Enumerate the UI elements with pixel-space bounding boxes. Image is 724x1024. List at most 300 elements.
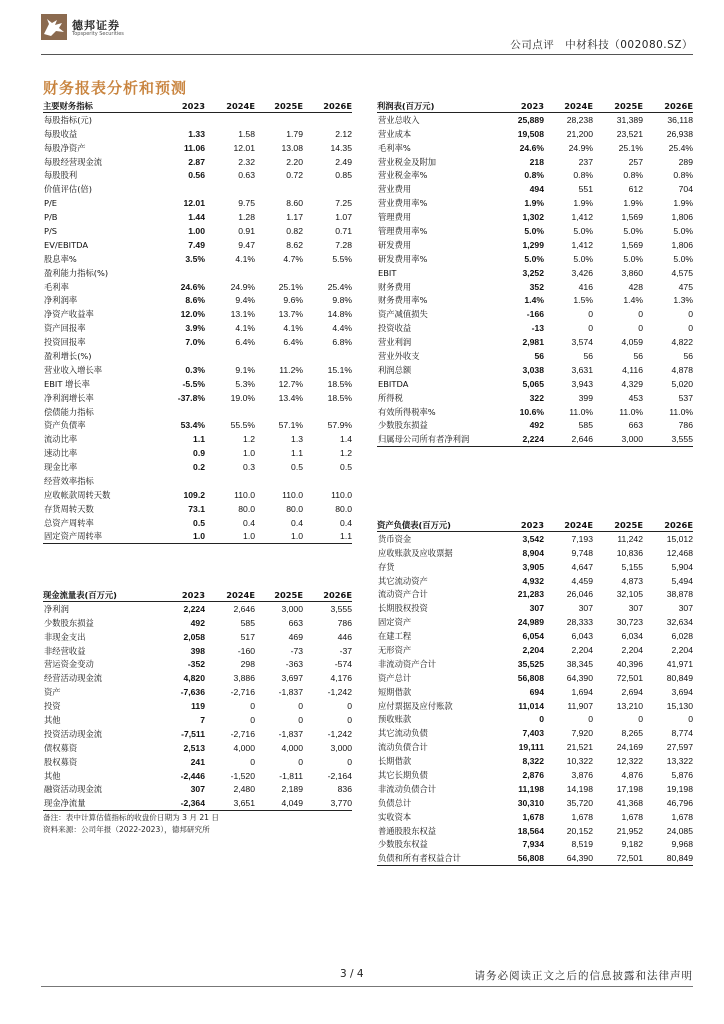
row-label: 资产总计 xyxy=(378,672,412,683)
cell-value: -1,837 xyxy=(278,687,303,698)
table-row xyxy=(43,644,352,658)
cell-value: 0.2 xyxy=(193,462,205,473)
cell-value: 13.7% xyxy=(278,309,303,320)
row-label: 净资产收益率 xyxy=(44,309,94,320)
table-row xyxy=(43,796,352,810)
cell-value: 0 xyxy=(588,309,593,320)
table-row xyxy=(43,474,352,488)
row-label: 资产回报率 xyxy=(44,323,86,334)
table-row xyxy=(43,266,352,280)
cell-value: 2,480 xyxy=(233,784,255,795)
cell-value: 0.8% xyxy=(673,170,693,181)
cell-value: 5.0% xyxy=(573,225,593,236)
cell-value: -73 xyxy=(290,645,303,656)
cell-value: 5,065 xyxy=(522,378,544,389)
table-row xyxy=(377,824,693,838)
cell-value: 241 xyxy=(190,756,205,767)
cell-value: 30,723 xyxy=(616,617,643,628)
cell-value: 2,646 xyxy=(544,432,593,446)
cell-value: 9.4% xyxy=(235,295,255,306)
cell-value: 3,252 xyxy=(522,267,544,278)
row-label: 经营活动现金流 xyxy=(44,673,103,684)
cell-value: 11.2% xyxy=(279,364,303,375)
year-header: 2025E xyxy=(593,518,643,532)
cell-value: -2,364 xyxy=(160,796,205,810)
cell-value: 3,943 xyxy=(571,378,593,389)
cell-value: 0 xyxy=(250,714,255,725)
cell-value: 80,849 xyxy=(666,672,693,683)
row-label: 负债和所有者权益合计 xyxy=(377,851,495,865)
cell-value: 0.56 xyxy=(188,170,205,181)
cell-value: -37 xyxy=(339,645,352,656)
cell-value: 1.1 xyxy=(303,530,352,544)
cell-value: 7 xyxy=(200,714,205,725)
table-row xyxy=(377,127,693,141)
cell-value xyxy=(255,474,303,488)
row-label: 少数股东权益 xyxy=(378,839,428,850)
row-label: 现金净流量 xyxy=(43,796,160,810)
cell-value: 0 xyxy=(638,309,643,320)
cell-value: 3,555 xyxy=(330,604,352,615)
cell-value: 38,345 xyxy=(566,658,593,669)
row-label: 短期借款 xyxy=(378,686,412,697)
cell-value: 4,116 xyxy=(622,364,643,375)
cell-value: 1.0 xyxy=(205,530,255,544)
cell-value xyxy=(205,349,255,363)
cell-value: 9.6% xyxy=(283,295,303,306)
row-label: 营运资金变动 xyxy=(44,659,94,670)
cell-value: 3.5% xyxy=(185,253,205,264)
table-row xyxy=(43,293,352,307)
cell-value: 8,322 xyxy=(522,756,544,767)
cell-value: 836 xyxy=(337,784,352,795)
row-label: 融资活动现金流 xyxy=(44,784,103,795)
cell-value xyxy=(205,182,255,196)
cell-value: 56 xyxy=(583,350,593,361)
row-label: 净利润 xyxy=(44,604,69,615)
row-label: 应收帐款周转天数 xyxy=(44,489,111,500)
cell-value: 469 xyxy=(288,631,303,642)
cell-value: 2,694 xyxy=(621,686,643,697)
table-row xyxy=(377,851,693,865)
row-label: 投资活动现金流 xyxy=(44,728,103,739)
cell-value: 72,501 xyxy=(593,851,643,865)
cell-value: 11,242 xyxy=(617,534,643,545)
table-row xyxy=(377,754,693,768)
row-label: 少数股东损益 xyxy=(44,617,94,628)
cell-value: 446 xyxy=(337,631,352,642)
cell-value: 663 xyxy=(628,420,643,431)
cell-value: 28,238 xyxy=(566,115,593,126)
row-label: 股息率% xyxy=(44,253,77,264)
cell-value xyxy=(205,405,255,419)
table-row xyxy=(43,377,352,391)
cell-value: 1,569 xyxy=(621,239,643,250)
cell-value: 0 xyxy=(688,323,693,334)
cell-value: 398 xyxy=(190,645,205,656)
cell-value: 2.12 xyxy=(335,128,352,139)
row-label: 负债总计 xyxy=(378,797,412,808)
cell-value: 3,631 xyxy=(571,364,593,375)
cell-value: 5.0% xyxy=(623,225,643,236)
cell-value: 2,224 xyxy=(495,432,544,446)
cell-value: 56,808 xyxy=(517,672,544,683)
cell-value: 9,968 xyxy=(671,839,693,850)
cell-value: -7,511 xyxy=(181,728,205,739)
cell-value: 298 xyxy=(240,659,255,670)
year-header: 2026E xyxy=(303,99,352,113)
row-label: 存货 xyxy=(378,561,395,572)
cell-value: 0 xyxy=(688,714,693,725)
cell-value: 64,390 xyxy=(544,851,593,865)
table-row xyxy=(377,810,693,824)
row-label: 债权募资 xyxy=(44,742,78,753)
cell-value xyxy=(160,113,205,127)
year-header: 2024E xyxy=(205,99,255,113)
table-row xyxy=(377,796,693,810)
cell-value: 0.63 xyxy=(238,170,255,181)
cell-value: 2,204 xyxy=(671,644,693,655)
cell-value: 1.28 xyxy=(238,212,255,223)
row-label: 营业收入增长率 xyxy=(44,364,103,375)
row-label: 投资收益 xyxy=(378,323,412,334)
table-title: 资产负债表(百万元) xyxy=(377,518,495,532)
table-row xyxy=(43,321,352,335)
cell-value: 1,694 xyxy=(571,686,593,697)
year-header: 2024E xyxy=(544,518,593,532)
cell-value: 6.4% xyxy=(283,337,303,348)
row-label: EBIT xyxy=(378,267,397,278)
cell-value: 5,020 xyxy=(671,378,693,389)
cell-value: 25.1% xyxy=(618,142,643,153)
cell-value: 0 xyxy=(638,714,643,725)
cell-value: 9,182 xyxy=(621,839,643,850)
year-header: 2023 xyxy=(495,518,544,532)
row-label: 有效所得税率% xyxy=(378,406,436,417)
table-row xyxy=(43,155,352,169)
table-row xyxy=(377,432,693,446)
row-label: 流动资产合计 xyxy=(378,589,428,600)
cell-value: 2,189 xyxy=(281,784,303,795)
row-label: 长期借款 xyxy=(378,756,412,767)
row-label: 管理费用 xyxy=(378,212,412,223)
row-label: 每股指标(元) xyxy=(44,115,92,126)
cell-value: 1.17 xyxy=(286,212,303,223)
cell-value: 3,542 xyxy=(522,534,544,545)
year-header: 2026E xyxy=(643,518,693,532)
logo-text-en: Topsperity Securities xyxy=(72,31,124,37)
table-row xyxy=(43,502,352,516)
cell-value: 5,876 xyxy=(671,769,693,780)
table-row xyxy=(43,755,352,769)
table-row xyxy=(377,418,693,432)
cell-value: 32,105 xyxy=(616,589,643,600)
table-row xyxy=(377,560,693,574)
cell-value: 1.00 xyxy=(188,225,205,236)
cell-value: 6,028 xyxy=(671,631,693,642)
cell-value: 64,390 xyxy=(566,672,593,683)
row-label: P/S xyxy=(44,225,58,236)
cell-value: 1.4% xyxy=(524,295,544,306)
cell-value: 517 xyxy=(240,631,255,642)
table-header-row xyxy=(43,588,352,602)
cell-value: 4,049 xyxy=(255,796,303,810)
cell-value: 15,012 xyxy=(666,534,693,545)
cell-value: 21,283 xyxy=(517,589,544,600)
cell-value: -37.8% xyxy=(177,392,205,403)
cell-value: 322 xyxy=(529,392,544,403)
year-header: 2025E xyxy=(255,588,303,602)
row-label: 在建工程 xyxy=(378,631,412,642)
cell-value: 72,501 xyxy=(616,672,643,683)
cell-value: 5,155 xyxy=(621,561,643,572)
cell-value: 6,034 xyxy=(621,631,643,642)
cell-value: 0 xyxy=(347,714,352,725)
cell-value: 2,224 xyxy=(183,604,205,615)
cell-value: 12.01 xyxy=(233,142,255,153)
cell-value: 24.6% xyxy=(180,281,205,292)
cell-value: 4,647 xyxy=(571,561,593,572)
cell-value: -1,520 xyxy=(230,770,255,781)
cell-value: 1.9% xyxy=(673,198,693,209)
table-row xyxy=(43,630,352,644)
cell-value: 786 xyxy=(337,617,352,628)
cell-value: 55.5% xyxy=(230,420,255,431)
table-row xyxy=(43,460,352,474)
row-label: 营业成本 xyxy=(378,128,412,139)
cell-value: 80,849 xyxy=(643,851,693,865)
table-row xyxy=(377,657,693,671)
cell-value: 0.4 xyxy=(243,517,255,528)
cell-value: 3,860 xyxy=(621,267,643,278)
table-row xyxy=(377,210,693,224)
cell-value: 32,634 xyxy=(666,617,693,628)
table-row xyxy=(377,224,693,238)
cell-value xyxy=(205,474,255,488)
row-label: 每股净资产 xyxy=(44,142,86,153)
row-label: 股权募资 xyxy=(44,756,78,767)
row-label: 净利润率 xyxy=(44,295,78,306)
row-label: 投资 xyxy=(44,701,61,712)
table-row xyxy=(377,252,693,266)
cell-value: 1,299 xyxy=(522,239,544,250)
cell-value: 0.5 xyxy=(291,462,303,473)
cell-value xyxy=(205,266,255,280)
year-header: 2025E xyxy=(255,99,303,113)
cell-value: 7.28 xyxy=(335,239,352,250)
cell-value: 0.8% xyxy=(524,170,544,181)
cell-value: 0 xyxy=(250,701,255,712)
row-label: 其它长期负债 xyxy=(378,769,428,780)
cell-value: 9.47 xyxy=(238,239,255,250)
cell-value: 1.2 xyxy=(340,448,352,459)
footer-divider xyxy=(41,986,693,987)
cell-value: 20,152 xyxy=(566,825,593,836)
cell-value: 6,043 xyxy=(571,631,593,642)
row-label: 资产 xyxy=(44,687,61,698)
table-row xyxy=(43,699,352,713)
cell-value xyxy=(303,405,352,419)
cell-value: 35,720 xyxy=(566,797,593,808)
cell-value: 46,796 xyxy=(666,797,693,808)
cell-value: 3,574 xyxy=(571,337,593,348)
table-title: 现金流量表(百万元) xyxy=(43,588,160,602)
table-row xyxy=(43,530,352,544)
cell-value: 1,412 xyxy=(571,212,593,223)
cell-value: 10,322 xyxy=(566,756,593,767)
table-row xyxy=(377,307,693,321)
cell-value: 57.9% xyxy=(327,420,352,431)
cell-value: 31,389 xyxy=(616,115,643,126)
table-row xyxy=(377,587,693,601)
cell-value: 3,000 xyxy=(330,742,352,753)
row-label: EV/EBITDA xyxy=(44,239,89,250)
cell-value: 11.06 xyxy=(183,142,205,153)
row-label: 存货周转天数 xyxy=(44,503,94,514)
cell-value: 4,000 xyxy=(281,742,303,753)
cell-value: 12,322 xyxy=(616,756,643,767)
year-header: 2026E xyxy=(643,99,693,113)
report-type-company: 公司点评 中材科技（002080.SZ） xyxy=(510,39,693,51)
cell-value: 14.35 xyxy=(330,142,352,153)
cell-value: 1,302 xyxy=(522,212,544,223)
cell-value: 14,198 xyxy=(566,783,593,794)
main-indicators-table xyxy=(43,99,352,544)
table-row xyxy=(43,657,352,671)
table-row xyxy=(377,266,693,280)
table-header-row xyxy=(377,518,693,532)
cell-value: 0.5 xyxy=(193,517,205,528)
table-title: 利润表(百万元) xyxy=(377,99,495,113)
cell-value: 28,333 xyxy=(566,617,593,628)
cell-value: 5.0% xyxy=(524,225,544,236)
cell-value: 4,059 xyxy=(621,337,643,348)
notes xyxy=(43,812,219,836)
cell-value: 4.1% xyxy=(235,323,255,334)
row-label: 营业利润 xyxy=(378,337,412,348)
row-label: 资产负债率 xyxy=(44,420,86,431)
cell-value: 307 xyxy=(628,603,643,614)
cell-value: 1.4 xyxy=(340,434,352,445)
table-row xyxy=(43,113,352,127)
table-row xyxy=(43,210,352,224)
table-row xyxy=(43,168,352,182)
cell-value: 4.1% xyxy=(283,323,303,334)
cell-value: 3,000 xyxy=(281,604,303,615)
cell-value: -1,837 xyxy=(278,728,303,739)
cell-value: 11,907 xyxy=(567,700,593,711)
cell-value: 1,569 xyxy=(621,212,643,223)
cell-value: 80.0 xyxy=(335,503,352,514)
row-label: 净利润增长率 xyxy=(44,392,94,403)
cell-value: 1,412 xyxy=(571,239,593,250)
cell-value: -574 xyxy=(334,659,352,670)
cell-value xyxy=(255,405,303,419)
cell-value: 80.0 xyxy=(286,503,303,514)
cell-value: 0.8% xyxy=(623,170,643,181)
cell-value: 11,198 xyxy=(518,783,544,794)
cell-value: 7,403 xyxy=(522,728,544,739)
cell-value xyxy=(255,266,303,280)
cell-value: 307 xyxy=(190,784,205,795)
cell-value: -13 xyxy=(531,323,544,334)
cell-value: 41,368 xyxy=(616,797,643,808)
cell-value: 4,820 xyxy=(183,673,205,684)
table-row xyxy=(377,168,693,182)
row-label: 无形资产 xyxy=(378,644,412,655)
cell-value: 56,808 xyxy=(495,851,544,865)
table-row xyxy=(43,516,352,530)
table-row xyxy=(43,252,352,266)
cell-value: 0.5 xyxy=(340,462,352,473)
cell-value: 8,904 xyxy=(522,547,544,558)
cell-value: 21,521 xyxy=(566,742,593,753)
disclaimer: 请务必阅读正文之后的信息披露和法律声明 xyxy=(474,970,693,982)
row-label: 实收资本 xyxy=(378,811,412,822)
table-row xyxy=(377,740,693,754)
row-label: 营业费用率% xyxy=(378,198,428,209)
table-row xyxy=(43,182,352,196)
row-label: 每股收益 xyxy=(44,128,78,139)
cell-value: 0 xyxy=(298,756,303,767)
cell-value: 19,508 xyxy=(517,128,544,139)
cell-value: 24,989 xyxy=(517,617,544,628)
cell-value: 416 xyxy=(578,281,593,292)
cell-value: 24,169 xyxy=(616,742,643,753)
cell-value: 2,513 xyxy=(183,742,205,753)
cell-value: 15.1% xyxy=(327,364,352,375)
cell-value: 4.7% xyxy=(283,253,303,264)
cell-value: 40,396 xyxy=(616,658,643,669)
cell-value xyxy=(160,349,205,363)
cell-value: 7,920 xyxy=(571,728,593,739)
cell-value: 21,200 xyxy=(566,128,593,139)
cell-value: 25.4% xyxy=(327,281,352,292)
cell-value: 1,678 xyxy=(671,811,693,822)
row-label: 研发费用率% xyxy=(378,253,428,264)
row-label: 财务费用率% xyxy=(378,295,428,306)
cell-value: 3,770 xyxy=(303,796,352,810)
cell-value xyxy=(205,113,255,127)
cell-value: 11.0% xyxy=(569,406,593,417)
row-label: 货币资金 xyxy=(378,534,412,545)
cell-value: 109.2 xyxy=(183,489,205,500)
row-label: P/E xyxy=(44,198,58,209)
cell-value: 3,905 xyxy=(522,561,544,572)
cell-value: 24.9% xyxy=(568,142,593,153)
cell-value: 585 xyxy=(240,617,255,628)
cell-value: 1.5% xyxy=(573,295,593,306)
cell-value: 5.0% xyxy=(673,225,693,236)
table-row xyxy=(377,280,693,294)
cell-value: 7.0% xyxy=(185,337,205,348)
cell-value: 10.6% xyxy=(519,406,544,417)
row-label: 利润总额 xyxy=(378,364,412,375)
cell-value: 1.58 xyxy=(238,128,255,139)
cell-value: 5.3% xyxy=(235,378,255,389)
cell-value: 36,118 xyxy=(667,115,693,126)
row-label: 非经营收益 xyxy=(44,645,86,656)
cell-value: 8,519 xyxy=(571,839,593,850)
table-row xyxy=(43,405,352,419)
cell-value: 30,310 xyxy=(517,797,544,808)
row-label: 其它流动资产 xyxy=(378,575,428,586)
cell-value: 1.0 xyxy=(243,448,255,459)
cell-value: 0.71 xyxy=(335,225,352,236)
cell-value: 585 xyxy=(578,420,593,431)
row-label: 其它流动负债 xyxy=(378,728,428,739)
cell-value: -5.5% xyxy=(182,378,205,389)
